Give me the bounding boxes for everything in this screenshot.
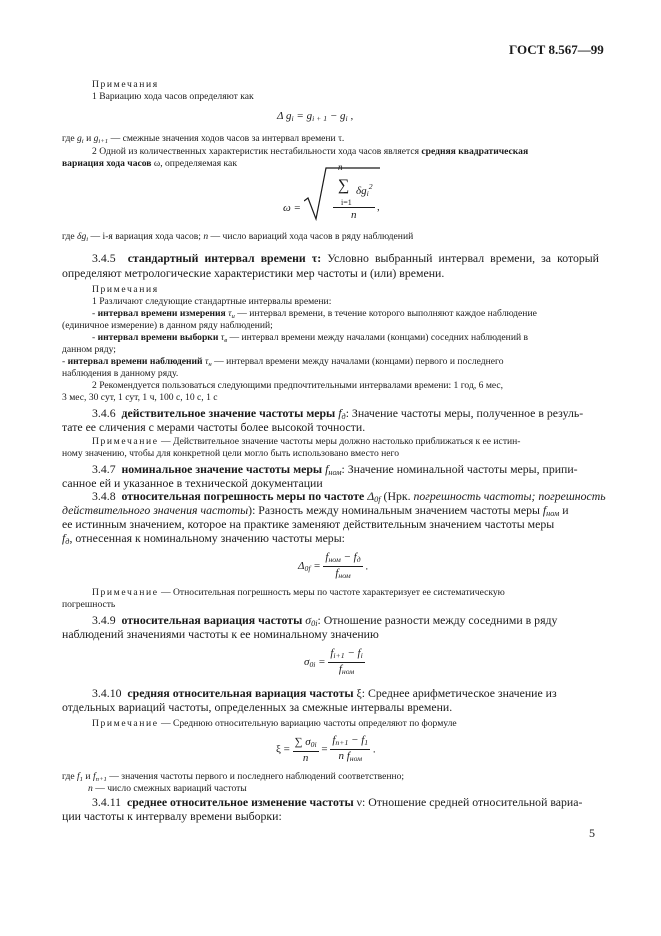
notes-heading: Примечания — [92, 79, 159, 90]
clause-text: ее истинным значением, которое на практике заменяют действительным значением частоты меры — [62, 517, 555, 531]
page-number: 5 — [589, 826, 595, 840]
note-text: вариация хода часов ω, определяемая как — [62, 158, 237, 169]
clause-3-4-5: 3.4.5 стандартный интервал времени τ: Условно выбранный интервал времени, за который — [92, 251, 599, 265]
clause-text: действительного значения частоты): Разность между номинальным значением частоты меры $f_{ном}$ и — [62, 503, 569, 518]
formula-omega-numerator: n — [338, 162, 343, 172]
formula-relative-error: $\Delta_{0f}$ = $\frac{f_{ном} - f_д}{f_{ном}}$ . — [298, 551, 369, 580]
clause-text: отдельных вариаций частоты, определенных за смежные интервалы времени. — [62, 700, 453, 714]
clause-3-4-8: 3.4.8 относительная погрешность меры по частоте $\Delta_{0f}$ (Нрк. погрешность частоты; погрешность — [92, 489, 606, 504]
note-text: где $f_1$ и $f_{n+1}$ — значения частоты первого и последнего наблюдений соответственно; — [62, 771, 405, 783]
formula-clock-variation: Δ $g_i = g_{i + 1} - g_i$ , — [277, 110, 354, 123]
note-text: 2 Рекомендуется пользоваться следующими предпочтительными интервалами времени: 1 год, 6 мес, — [92, 380, 504, 391]
note-text: 1 Различают следующие стандартные интервалы времени: — [92, 296, 332, 307]
note-text: n — число смежных вариаций частоты — [88, 783, 247, 794]
note-text: - интервал времени наблюдений $\tau_н$ — интервал времени между началами (концами) первого и последнего — [62, 356, 504, 368]
note-text: Примечание — Среднюю относительную вариацию частоты определяют по формуле — [92, 718, 457, 729]
note-text: Примечание — Действительное значение частоты меры должно настолько приближаться к ее истин- — [92, 436, 521, 447]
note-text: погрешность — [62, 599, 116, 610]
note-text: (единичное измерение) в данном ряду наблюдений; — [62, 320, 273, 331]
note-text: данном ряду; — [62, 344, 116, 355]
note-text: где $\delta g_i$ — i-я вариация хода часов; n — число вариаций хода часов в ряду наблюдений — [62, 231, 414, 243]
note-text: ному значению, чтобы для конкретной цели могло быть использовано вместо него — [62, 448, 400, 459]
clause-text: тате ее сличения с мерами частоты более высокой точности. — [62, 420, 366, 434]
clause-text: определяют метрологические характеристики мер частоты и (или) времени. — [62, 266, 445, 280]
clause-text: наблюдений значениями частоты к ее номинальному значению — [62, 627, 379, 641]
notes-heading: Примечания — [92, 284, 159, 295]
sum-sign: ∑ — [338, 177, 350, 194]
note-text: Примечание — Относительная погрешность меры по частоте характеризует ее систематическую — [92, 587, 505, 598]
formula-relative-variation: $\sigma_{0i}$ = $\frac{f_{i+1} - f_i}{f_{ном}}$ — [304, 647, 363, 676]
clause-3-4-9: 3.4.9 относительная вариация частоты $\sigma_{0i}$: Отношение разности между соседними в ряду — [92, 613, 558, 628]
note-text: 2 Одной из количественных характеристик нестабильности хода часов является средняя квадратическая — [92, 146, 529, 157]
formula-omega-term: $\delta g_i^2$ — [356, 182, 373, 198]
note-text: где $g_i$ и $g_{i+1}$ — смежные значения ходов часов за интервал времени τ. — [62, 133, 345, 145]
formula-comma: , — [377, 201, 380, 213]
clause-text: ции частоты к интервалу времени выборки: — [62, 809, 282, 823]
clause-3-4-11: 3.4.11 среднее относительное изменение частоты ν: Отношение средней относительной вариа- — [92, 795, 583, 809]
note-text: - интервал времени измерения $\tau_и$ — интервал времени, в течение которого выполняют каждое наблюдение — [92, 308, 537, 320]
clause-text: санное ей и указанное в технической документации — [62, 476, 323, 490]
clause-text: $f_д$, отнесенная к номинальному значению частоты меры: — [62, 531, 345, 546]
note-text: 1 Вариацию хода часов определяют как — [92, 91, 254, 102]
formula-omega: ω = — [283, 202, 301, 214]
formula-omega-denominator: n — [351, 209, 357, 221]
clause-3-4-6: 3.4.6 действительное значение частоты меры $f_д$: Значение частоты меры, полученное в резуль- — [92, 406, 584, 421]
note-text: наблюдения в данному ряду. — [62, 368, 179, 379]
document-code: ГОСТ 8.567—99 — [509, 42, 604, 57]
clause-3-4-7: 3.4.7 номинальное значение частоты меры $f_{ном}$: Значение номинальной частоты меры, припи- — [92, 462, 578, 477]
fraction-bar — [333, 207, 375, 208]
formula-mean-variation: ξ = $\frac{\sum \sigma_{0i}}{n}$ = $\frac{f_{n+1} - f_1}{n f_{ном}}$ . — [276, 734, 376, 764]
note-text: - интервал времени выборки $\tau_в$ — интервал времени между началами (концами) соседних наблюдений в — [92, 332, 529, 344]
sum-lower: i=1 — [341, 198, 352, 207]
note-text: 3 мес, 30 сут, 1 сут, 1 ч, 100 с, 10 с, 1 с — [62, 392, 218, 403]
clause-3-4-10: 3.4.10 средняя относительная вариация частоты ξ: Среднее арифметическое значение из — [92, 686, 557, 700]
